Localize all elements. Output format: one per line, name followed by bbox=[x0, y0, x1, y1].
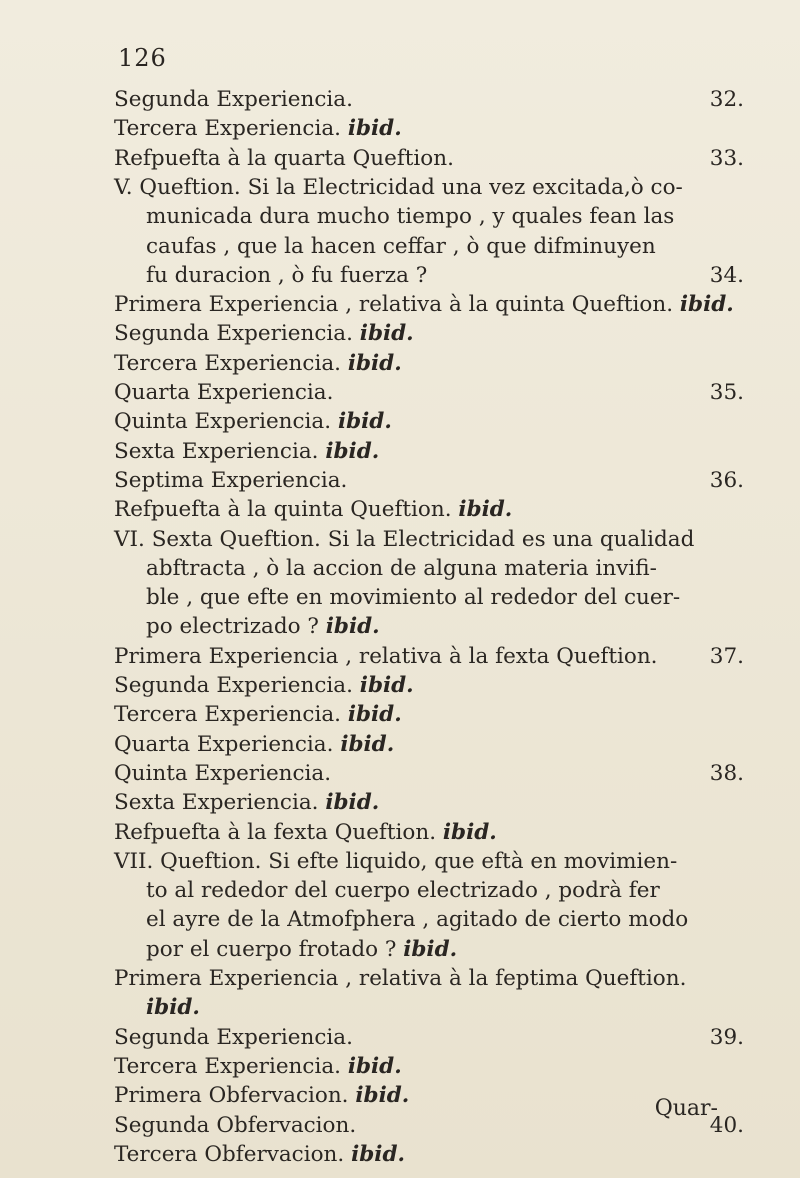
toc-line bbox=[114, 670, 744, 702]
toc-entry-text: to al rededor del cuerpo electrizado , podrà fer bbox=[146, 878, 660, 904]
ibid-reference: ibid. bbox=[347, 350, 402, 376]
page-reference-number: 38. bbox=[709, 760, 744, 786]
toc-line bbox=[114, 817, 744, 849]
toc-line bbox=[114, 84, 744, 116]
toc-line bbox=[146, 611, 744, 643]
ibid-reference: ibid. bbox=[359, 673, 414, 698]
ibid-reference: ibid. bbox=[347, 1053, 402, 1079]
ibid-reference: ibid. bbox=[340, 731, 395, 757]
toc-line bbox=[114, 699, 744, 731]
toc-entry-text: Tercera Obfervacion. bbox=[114, 1141, 345, 1167]
ibid-reference: ibid. bbox=[359, 321, 414, 347]
ibid-reference: ibid. bbox=[679, 292, 734, 318]
toc-entry-text: Segunda Experiencia. bbox=[114, 321, 353, 347]
ibid-reference: ibid. bbox=[355, 1083, 410, 1109]
toc-entry-text: Segunda Experiencia. bbox=[114, 673, 353, 698]
toc-entry-text: V. Queftion. Si la Electricidad una vez excitada,ò co- bbox=[114, 174, 683, 200]
page-reference-number: 37. bbox=[709, 643, 744, 669]
toc-entry-text: municada dura mucho tiempo , y quales fean las bbox=[146, 204, 675, 230]
page-number: 126 bbox=[118, 44, 167, 72]
toc-line bbox=[114, 172, 744, 204]
toc-entry-text: Segunda Obfervacion. bbox=[114, 1112, 357, 1138]
ibid-reference: ibid. bbox=[325, 614, 380, 640]
page-reference-number: 40. bbox=[709, 1112, 744, 1138]
toc-line bbox=[114, 377, 744, 409]
toc-line bbox=[114, 143, 744, 175]
toc-entry-text: Tercera Experiencia. bbox=[114, 702, 341, 728]
toc-line bbox=[114, 787, 744, 819]
toc-line bbox=[114, 963, 744, 995]
toc-line bbox=[114, 1139, 744, 1171]
toc-entry-text: Segunda Experiencia. bbox=[114, 87, 353, 112]
toc-entry-text: Septima Experiencia. bbox=[114, 467, 348, 493]
ibid-reference: ibid. bbox=[146, 995, 200, 1021]
toc-entry-text: Tercera Experiencia. bbox=[114, 1053, 341, 1079]
toc-entry-text: Segunda Experiencia. bbox=[114, 1024, 353, 1050]
ibid-reference: ibid. bbox=[347, 116, 402, 142]
toc-entry-text: el ayre de la Atmofphera , agitado de cierto modo bbox=[146, 907, 689, 933]
toc-line bbox=[146, 231, 744, 263]
toc-line bbox=[146, 201, 744, 233]
toc-line bbox=[114, 113, 744, 145]
toc-entry-text: Tercera Experiencia. bbox=[114, 350, 341, 376]
toc-line bbox=[146, 904, 744, 936]
toc-line bbox=[114, 465, 744, 497]
toc-line bbox=[114, 1022, 744, 1054]
toc-entry-text: Primera Experiencia , relativa à la fexta Queftion. bbox=[114, 643, 658, 669]
catchword: Quar- bbox=[654, 1096, 718, 1121]
toc-entry-text: po electrizado ? bbox=[146, 614, 319, 640]
toc-entry-text: Tercera Experiencia. bbox=[114, 116, 341, 142]
toc-entry-text: Refpuefta à la quarta Queftion. bbox=[114, 145, 454, 171]
toc-line bbox=[146, 582, 744, 614]
toc-entry-text: abftracta , ò la accion de alguna materia invifi- bbox=[146, 555, 657, 581]
toc-line bbox=[146, 553, 744, 585]
toc-entry-text: Refpuefta à la quinta Queftion. bbox=[114, 497, 452, 523]
page-reference-number: 34. bbox=[709, 262, 744, 288]
toc-line bbox=[114, 348, 744, 380]
toc-entry-text: Sexta Experiencia. bbox=[114, 790, 319, 816]
ibid-reference: ibid. bbox=[403, 936, 458, 962]
ibid-reference: ibid. bbox=[325, 790, 380, 816]
toc-entry-text: VII. Queftion. Si efte liquido, que eftà en movimien- bbox=[114, 848, 678, 874]
toc-entry-text: Sexta Experiencia. bbox=[114, 438, 319, 464]
toc-line bbox=[114, 494, 744, 526]
toc-line bbox=[114, 406, 744, 438]
toc-line bbox=[114, 318, 744, 350]
page-reference-number: 32. bbox=[709, 87, 744, 112]
toc-line bbox=[114, 1051, 744, 1083]
toc-line bbox=[146, 992, 744, 1024]
toc-entry-text: por el cuerpo frotado ? bbox=[146, 936, 397, 962]
toc-entry-text: VI. Sexta Queftion. Si la Electricidad es una qualidad bbox=[114, 526, 695, 552]
toc-line bbox=[114, 1080, 744, 1112]
toc-entry-text: Primera Experiencia , relativa à la feptima Queftion. bbox=[114, 966, 687, 991]
toc-line bbox=[146, 260, 744, 292]
toc-line bbox=[146, 875, 744, 907]
ibid-reference: ibid. bbox=[458, 497, 513, 523]
toc-line bbox=[114, 758, 744, 790]
page-reference-number: 33. bbox=[709, 145, 744, 171]
page-reference-number: 35. bbox=[709, 380, 744, 405]
ibid-reference: ibid. bbox=[325, 438, 380, 464]
toc-entry-text: Refpuefta à la fexta Queftion. bbox=[114, 819, 437, 845]
ibid-reference: ibid. bbox=[351, 1141, 405, 1167]
toc-entry-text: Quinta Experiencia. bbox=[114, 409, 332, 435]
ibid-reference: ibid. bbox=[442, 819, 497, 845]
toc-entry-text: Quinta Experiencia. bbox=[114, 760, 332, 786]
toc-line bbox=[114, 1110, 744, 1142]
page-reference-number: 39. bbox=[709, 1024, 744, 1050]
toc-line bbox=[114, 436, 744, 468]
ibid-reference: ibid. bbox=[337, 409, 392, 435]
toc-entry-text: ble , que efte en movimiento al rededor del cuer- bbox=[146, 585, 681, 611]
toc-line bbox=[114, 641, 744, 673]
toc-line bbox=[114, 289, 744, 321]
toc-line bbox=[114, 729, 744, 761]
toc-entry-text: Primera Obfervacion. bbox=[114, 1083, 349, 1109]
toc-entry-text: Primera Experiencia , relativa à la quinta Queftion. bbox=[114, 292, 674, 318]
toc-line bbox=[146, 934, 744, 966]
page-reference-number: 36. bbox=[709, 467, 744, 493]
toc-line bbox=[114, 846, 744, 878]
toc-entry-text: fu duracion , ò fu fuerza ? bbox=[146, 262, 428, 288]
ibid-reference: ibid. bbox=[347, 702, 402, 728]
toc-entry-text: caufas , que la hacen ceffar , ò que difminuyen bbox=[146, 233, 656, 259]
toc-line bbox=[114, 524, 744, 556]
toc-entry-text: Quarta Experiencia. bbox=[114, 380, 334, 405]
toc-entry-text: Quarta Experiencia. bbox=[114, 731, 334, 757]
